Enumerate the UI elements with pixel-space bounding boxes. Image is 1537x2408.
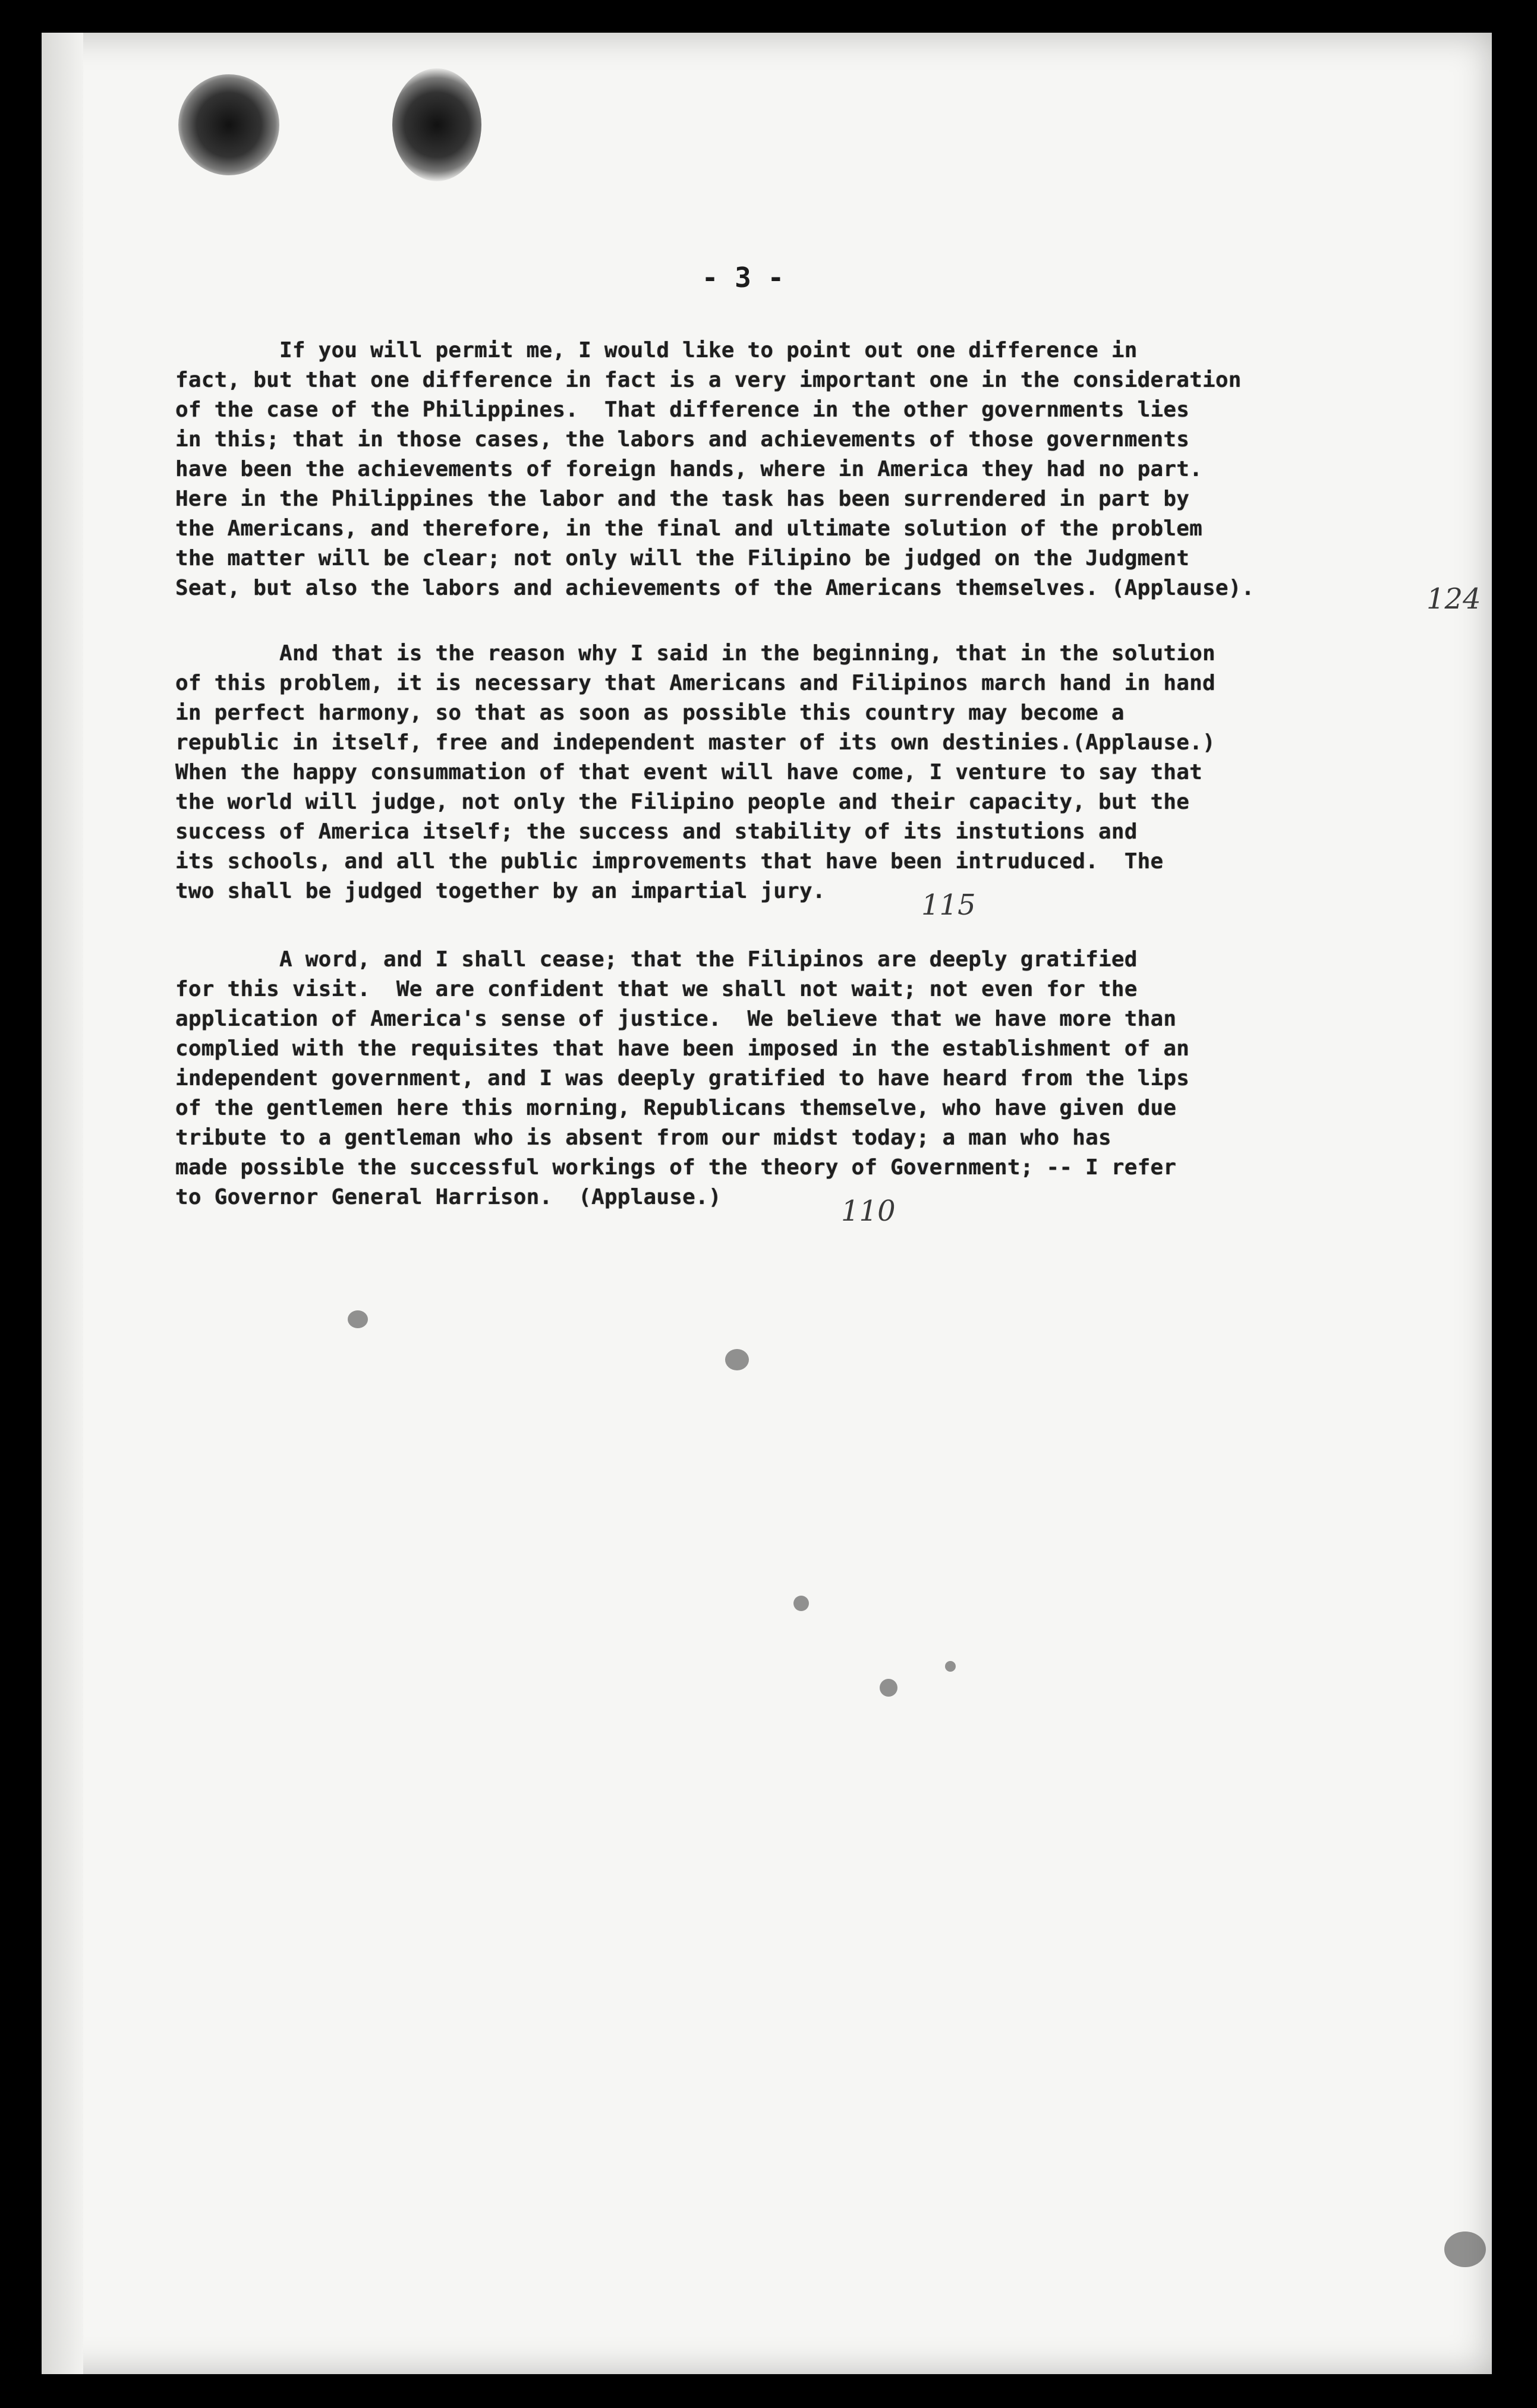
- text-line: two shall be judged together by an impartial jury.: [175, 879, 826, 903]
- text-line: the matter will be clear; not only will the Filipino be judged on the Judgment: [175, 546, 1190, 571]
- stain-speck: [348, 1310, 368, 1328]
- text-line: have been the achievements of foreign hands, where in America they had no part.: [175, 457, 1203, 481]
- text-line: in perfect harmony, so that as soon as possible this country may become a: [175, 701, 1125, 725]
- document-page: [42, 33, 1492, 2374]
- text-line: application of America's sense of justice. We believe that we have more than: [175, 1007, 1177, 1031]
- text-line: Seat, but also the labors and achievements of the Americans themselves. (Applause).: [175, 576, 1255, 600]
- text-line: tribute to a gentleman who is absent from our midst today; a man who has: [175, 1126, 1111, 1150]
- binding-hole-left: [178, 74, 279, 175]
- text-line: of the case of the Philippines. That difference in the other governments lies: [175, 398, 1190, 422]
- handwritten-note: 115: [921, 888, 976, 922]
- handwritten-note: 110: [841, 1194, 896, 1228]
- stain-speck: [725, 1349, 749, 1370]
- text-line: independent government, and I was deeply gratified to have heard from the lips: [175, 1066, 1190, 1090]
- text-line: A word, and I shall cease; that the Filipinos are deeply gratified: [175, 947, 1138, 972]
- text-line: in this; that in those cases, the labors and achievements of those governments: [175, 427, 1190, 452]
- text-line: fact, but that one difference in fact is a very important one in the consideration: [175, 368, 1242, 392]
- text-line: made possible the successful workings of the theory of Government; -- I refer: [175, 1155, 1177, 1180]
- paragraph-3: [175, 945, 1471, 1212]
- stain-speck: [1444, 2232, 1486, 2267]
- stain-speck: [945, 1661, 956, 1672]
- text-line: Here in the Philippines the labor and the task has been surrendered in part by: [175, 487, 1190, 511]
- text-line: complied with the requisites that have been imposed in the establishment of an: [175, 1036, 1190, 1061]
- text-line: of this problem, it is necessary that Americans and Filipinos march hand in hand: [175, 671, 1215, 695]
- text-line: the Americans, and therefore, in the final and ultimate solution of the problem: [175, 516, 1203, 541]
- text-line: If you will permit me, I would like to point out one difference in: [175, 338, 1138, 363]
- text-line: of the gentlemen here this morning, Republicans themselve, who have given due: [175, 1096, 1177, 1120]
- stain-speck: [793, 1596, 809, 1611]
- stain-speck: [880, 1679, 897, 1697]
- page-number: - 3 -: [701, 261, 785, 294]
- paragraph-2: [175, 639, 1471, 906]
- text-line: to Governor General Harrison. (Applause.): [175, 1185, 722, 1209]
- text-line: And that is the reason why I said in the beginning, that in the solution: [175, 641, 1215, 666]
- text-line: republic in itself, free and independent master of its own destinies.(Applause.): [175, 730, 1215, 755]
- text-line: its schools, and all the public improvements that have been intruduced. The: [175, 849, 1164, 874]
- text-line: the world will judge, not only the Filipino people and their capacity, but the: [175, 790, 1190, 814]
- text-line: for this visit. We are confident that we shall not wait; not even for the: [175, 977, 1138, 1001]
- binding-hole-right: [392, 68, 481, 181]
- page-edge: [42, 33, 83, 2374]
- text-line: When the happy consummation of that event will have come, I venture to say that: [175, 760, 1203, 784]
- paragraph-1: [175, 336, 1471, 603]
- handwritten-note: 124: [1426, 582, 1481, 616]
- text-line: success of America itself; the success and stability of its instutions and: [175, 820, 1138, 844]
